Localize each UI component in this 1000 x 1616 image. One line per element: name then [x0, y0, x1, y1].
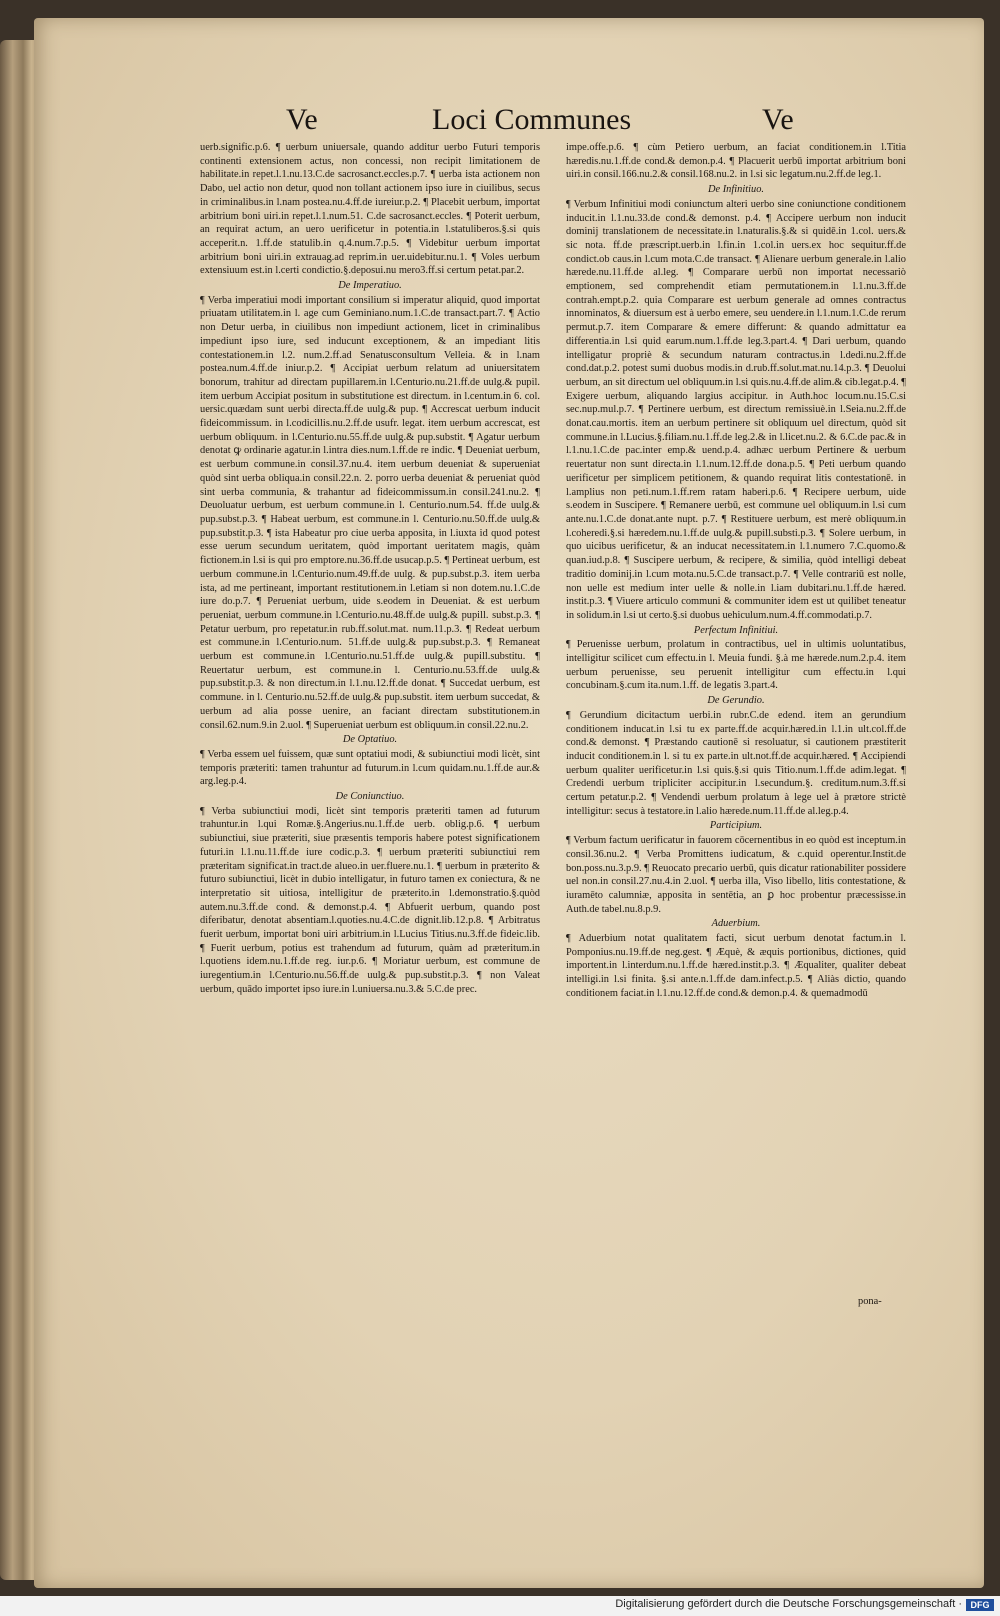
section-heading: De Infinitiuo. [708, 184, 764, 196]
section-heading: De Coniunctiuo. [335, 791, 405, 803]
paragraph: ¶ Verbum factum uerificatur in fauorem cōcernentibus in eo quòd est inceptum.in consil.36.nu.2. ¶ Verba Promittens iudicatum, & c.quid operentur.Instit.de bon.poss.nu.3.p.9. ¶ Reuocato precario uerbū, quis dicatur rationabiliter possidere uel non.in consil.27.nu.4.in 2.uol. ¶ uerba illa, Viso libello, litis contestatione, & iuramēto calumniæ, apposita in sentētia, an ꝑ hoc probentur præcessisse.in Auth.de tabel.nu.8.p.9. [566, 835, 906, 915]
footer-credit: Digitalisierung gefördert durch die Deutsche Forschungsgemeinschaft · [615, 1598, 962, 1610]
section-heading: De Optatiuo. [342, 734, 398, 746]
left-text-column [200, 141, 540, 997]
dfg-logo: DFG [966, 1599, 994, 1611]
right-text-column [566, 141, 906, 1001]
paragraph: ¶ Verbum Infinitiui modi coniunctum alteri uerbo sine coniunctione conditionem inducit.in l.1.nu.33.de cond.& demonst. p.4. ¶ Accipere uerbum non inducit dominij translationem de necessitate.in l.naturalis.§.& si quidē.in 1.col. uers.& sic nota. ff.de præscript.uerb.in l.fin.in 1.col.in uers.ex hoc sequitur.ff.de condict.ob caus.in l.cum mota.C.de transact. ¶ Alienare uerbum generale.in l.alio hærede.nu.11.ff.de al.leg. ¶ Comparare uerbū non importat necessariò emptionem, sed comprehendit etiam permutationem.in l.1.nu.3.ff.de contrah.empt.p.2. quia Comparare est uerbum generale ad omnes contractus innominatos, & diuersum est à uerbo emere, seu uendere.in l.1.num.1.C.de rerum permut.p.7. item Comparare & emere differunt: & quando admittatur ea differentia.in l.si quid earum.num.1.ff.de leg.3.part.4. ¶ Dari uerbum, quando intelligatur propriè & secundum naturam contractus.in l.dedi.nu.2.ff.de cond.dat.p.2. potest sumi duobus modis.in d.rub.ff.solut.mat.nu.14.p.3. ¶ Deuolui uerbum, an sit directum uel obliquum.in l.si quis.nu.4.ff.de alim.& cib.legat.p.4. ¶ Exigere uerbum, aliquando largius accipitur. in Auth.hoc locum.nu.15.C.si sec.nup.mul.p.7. ¶ Pertinere uerbum, est directum remissiuè.in l.Seia.nu.2.ff.de donat.cau.mortis. item an uerbum pertinere sit obliquum uel directum, quòd sit commune.in l.Lucius.§.filiam.nu.1.ff.de leg.2.& in l.licet.nu.2. & 6.C.de pac.& in l.1.nu.1.C.de pac.inter emp.& uend.p.4. adhæc uerbum Pertinere & uerbum reuertatur non sunt directa.in l.1.num.12.ff.de dona.p.5. ¶ Peti uerbum quando uerificetur per simplicem petitionem, & quando requirat litis contestationē. in l.amplius non peti.num.1.ff.rem ratam haberi.p.6. ¶ Recipere uerbum, uide s.eodem in Suscipere. ¶ Remanere uerbū, est commune uel obliquum.in l.si cum ante.nu.1.C.de donat.ante nupt. p.7. ¶ Restituere uerbum, est merè obliquum.in l.coheredi.§.si hæredem.nu.1.ff.de uulg.& pupill.substi.p.3. ¶ Solere uerbum, in quo uicibus uerificetur, & an inducat necessitatem.in l.1.numero 7.C.quomo.& quan.iud.p.8. ¶ Suscipere uerbum, & recipere, & similia, quòd intelligi debeat traditio dominij.in l.cum mota.nu.5.C.de transact.p.7. ¶ Velle contrariū est nolle, non uelle est medium inter uelle & nolle.in l.iam dubitari.nu.1.ff.de hæred. instit.p.3. ¶ Viuere articulo communi & communiter idem est ut quilibet teneatur in solidum.in l.si ut certo.§.si duobus uehiculum.num.4.ff.commodati.p.7. [566, 198, 906, 621]
paragraph: ¶ Aduerbium notat qualitatem facti, sicut uerbum denotat factum.in l. Pomponius.nu.19.ff.de neg.gest. ¶ Æquè, & æquis portionibus, dictiones, quid importent.in l.interdum.nu.1.ff.de hæred.instit.p.3. ¶ Æqualiter, qualiter debeat intelligi.in l.si finita. §.si ante.n.1.ff.de dam.infect.p.5. ¶ Aliàs dictio, quando conditionem faciat.in l.1.nu.12.ff.de cond.& demon.p.4. & quemadmodū [566, 933, 906, 999]
paragraph: impe.offe.p.6. ¶ cùm Petiero uerbum, an faciat conditionem.in l.Titia hæredis.nu.1.ff.de cond.& demon.p.4. ¶ Placuerit uerbū importat arbitrium boni uiri.in consil.166.nu.2.& consil.168.nu.2. in l.si sic legatum.nu.2.ff.de leg.1. [566, 142, 906, 181]
paragraph: ¶ Verba imperatiui modi important consilium si imperatur aliquid, quod importat priuatam utilitatem.in l. age cum Geminiano.num.1.C.de transact.part.7. ¶ Actio non Detur uerba, in ciuilibus non impediunt actionem, licet in criminalibus impediunt ipso iure, sed inducunt exceptionem, & an impediant litis contestationem.in l.2. num.2.ff.ad Senatusconsultum Velleia. & in l.nam postea.num.4.ff.de iniur.p.2. ¶ Accipiat uerbum relatum ad uniuersitatem bonorum, trahitur ad directam pupillarem.in l.Centurio.nu.21.ff.de uulg.& pupil. item uerbum Accipiat positum in substitutione est directum. in l.centum.in 6. col. uersic.quædam sunt uerbi directa.ff.de uulg.& pup. ¶ Accrescat uerbum inducit fideicommissum. in l.codicillis.nu.2.ff.de usufr. legat. item uerbum accrescat, est uerbum obliquum. in l.Centurio.nu.55.ff.de uulg.& pup.substit. ¶ Agatur uerbum denotat ꝙ ordinarie agatur.in l.intra dies.num.1.ff.de re indic. ¶ Deueniat uerbum, est uerbum commune.in consil.37.nu.4. item uerbum deueniat & superueniat quòd sint uerba obliqua.in consil.22.n. 2. porro uerba deueniat & perueniat quòd sint uerba communia, & trahantur ad fideicommissum.in consil.241.nu.2. ¶ Deuoluatur uerbum, est uerbum commune.in l. Centurio.num.54. ff.de uulg.& pup.subst.p.3. ¶ Habeat uerbum, est commune.in l. Centurio.nu.50.ff.de uulg.& pup.substit.p.3. ¶ ista Habeatur pro ciue uerba apposita, in l.iuxta id quod potest esse uerum secundum ueritatem, quòd important ueritatem magis, quàm fictionem.in l.si is qui pro emptore.nu.36.ff.de usucap.p.5. ¶ Pertineat uerbum, est uerbum commune.in l.Centurio.num.49.ff.de uulg. & pup.subst.p.3. item uerba ista, ad me pertineant, important restitutionem.in l.etiam si non dotem.nu.1.C.de iure do.p.7. ¶ Perueniat uerbum, uide s.eodem in Deueniat. & est uerbum perueniat, uerbum commune.in l.Centurio.nu.48.ff.de uulg.& pupill. subst.p.3. ¶ Petatur uerbum, pro repetatur.in rub.ff.solut.mat. num.11.p.3. ¶ Redeat uerbum est commune.in l.Centurio.num. 51.ff.de uulg.& pup.subst.p.3. ¶ Remaneat uerbum est commune.in l.Centurio.nu.51.ff.de uulg.& pupill.substitu. ¶ Reuertatur uerbum, est commune.in l. Centurio.nu.53.ff.de uulg.& pup.substit.p.3. & non directum.in l.1.nu.12.ff.de donat. ¶ Succedat uerbum, est commune. in l. Centurio.nu.52.ff.de uulg.& pup.substit. item uerbum succedat, & uerbum ad alia posse uenire, an faciant directam substitutionem.in consil.62.num.9.in 2.uol. ¶ Superueniat uerbum est obliquum.in consil.22.nu.2. [200, 294, 540, 731]
paragraph: ¶ Verba essem uel fuissem, quæ sunt optatiui modi, & subiunctiui modi licèt, sint temporis præteriti: tamen trahuntur ad futurum.in l.cum quidam.nu.1.ff.de aur.& arg.leg.p.4. [200, 748, 540, 788]
section-heading: De Gerundio. [707, 695, 765, 707]
section-heading: Participium. [709, 820, 763, 832]
section-heading: De Imperatiuo. [338, 280, 402, 292]
paragraph: uerb.signific.p.6. ¶ uerbum uniuersale, quando additur uerbo Futuri temporis continenti extensionem actus, non concessi, non recipit limitationem de habilitate.in repet.l.1.nu.13.C.de sacrosanct.eccles.p.7. ¶ uerba ista actionem non Dabo, uel actio non detur, quod non tollant actionem ipso iure in ciuilibus, secus in criminalibus.in l.nam postea.nu.4.ff.de iureiur.p.2. ¶ Placebit uerbum, importat arbitrium boni uiri.in repet.l.1.num.51. C.de sacrosanct.eccles. ¶ Poterit uerbum, an requirat actum, an uero uerificetur in potentia.in l.statuliberos.§.si quis acceperit.n. 1.ff.de statulib.in q.4.num.7.p.5. ¶ Videbitur uerbum importat arbitrium boni uiri.in extrauag.ad reprim.in uer.uidebitur.nu.1. ¶ Voles uerbum extensiuum est.in l.certi condictio.§.deposui.nu mero3.ff.si certum petat.par.2. [200, 142, 540, 277]
paragraph: ¶ Peruenisse uerbum, prolatum in contractibus, uel in ultimis uoluntatibus, intelligitur scilicet cum effectu.in l. Meuia fundi. §.à me hærede.num.2.p.4. item uerbum peruenisse, seu peruenit intelligitur cum effectu.in l.qui concubinam.§.cum ita.num.1.ff. de legatis 3.part.4. [566, 639, 906, 692]
running-head-title: Loci Communes [432, 103, 632, 136]
paragraph: ¶ Verba subiunctiui modi, licèt sint temporis præteriti tamen ad futurum trahuntur.in l.qui Romæ.§.Angerius.nu.1.ff.de uerb. oblig.p.6. ¶ uerbum subiunctiui, siue præteriti, siue præsentis temporis habere potest significationem futuri.in l.1.nu.11.ff.de iure codic.p.3. ¶ uerbum præteriti subiunctiui rem præteritam significat.in tract.de alueo.in uer.fluere.nu.1. ¶ uerbum in præterito & futuro subiunctiui, licèt in dubio intelligatur, in futuro tamen ex coniectura, & ne interpretatio sit uitiosa, intelligitur de præterito.in l.demonstratio.§.quòd autem.nu.3.ff.de cond. & demonst.p.4. ¶ Abfuerit uerbum, quando post diferibatur, denotat absentiam.l.quoties.nu.4.C.de dignit.lib.12.p.8. ¶ Arbitratus fuerit uerbum, importat boni uiri arbitrium.in l.Lucius Titius.nu.3.ff.de fideic.lib. ¶ Fuerit uerbum, potius est trahendum ad futurum, quàm ad præteritum.in l.quotiens idem.nu.1.ff.de reg. iur.p.6. ¶ Moriatur uerbum, est commune de iuregentium.in l.Centurio.nu.56.ff.de uulg.& pup.substit.p.3. ¶ non Valeat uerbum, quādo importet ipso iure.in l.uniuersa.nu.3.& 5.C.de prec. [200, 805, 540, 995]
section-heading: Aduerbium. [711, 918, 761, 930]
running-head-left: Ve [286, 103, 318, 136]
catchword: pona- [858, 1296, 882, 1307]
paragraph: ¶ Gerundium dicitactum uerbi.in rubr.C.de edend. item an gerundium conditionem inducat.in l.si tu ex parte.ff.de acquir.hæred.in l.1.in ult.col.ff.de cond.& demonst. ¶ Præstando cautionē si resoluatur, si cautionem præstiterit inducit conditionem.in l. si tu ex parte.in ult.not.ff.de acquir.hæred. ¶ Accipiendi uerbum qualiter uerificetur.in l.si quis.§.si quis Titio.num.1.ff.de adim.legat. ¶ Credendi uerbum tripliciter accipitur.in l.secundum.§. creditum.num.3.ff.si certum petatur.p.2. ¶ Vendendi uerbum prolatum à lege uel à prætore strictè intelligitur: secus à testatore.in l.alio hærede.num.11.ff.de al.leg.p.4. [566, 709, 906, 817]
running-head-right: Ve [762, 103, 794, 136]
section-heading: Perfectum Infinitiui. [693, 624, 779, 636]
